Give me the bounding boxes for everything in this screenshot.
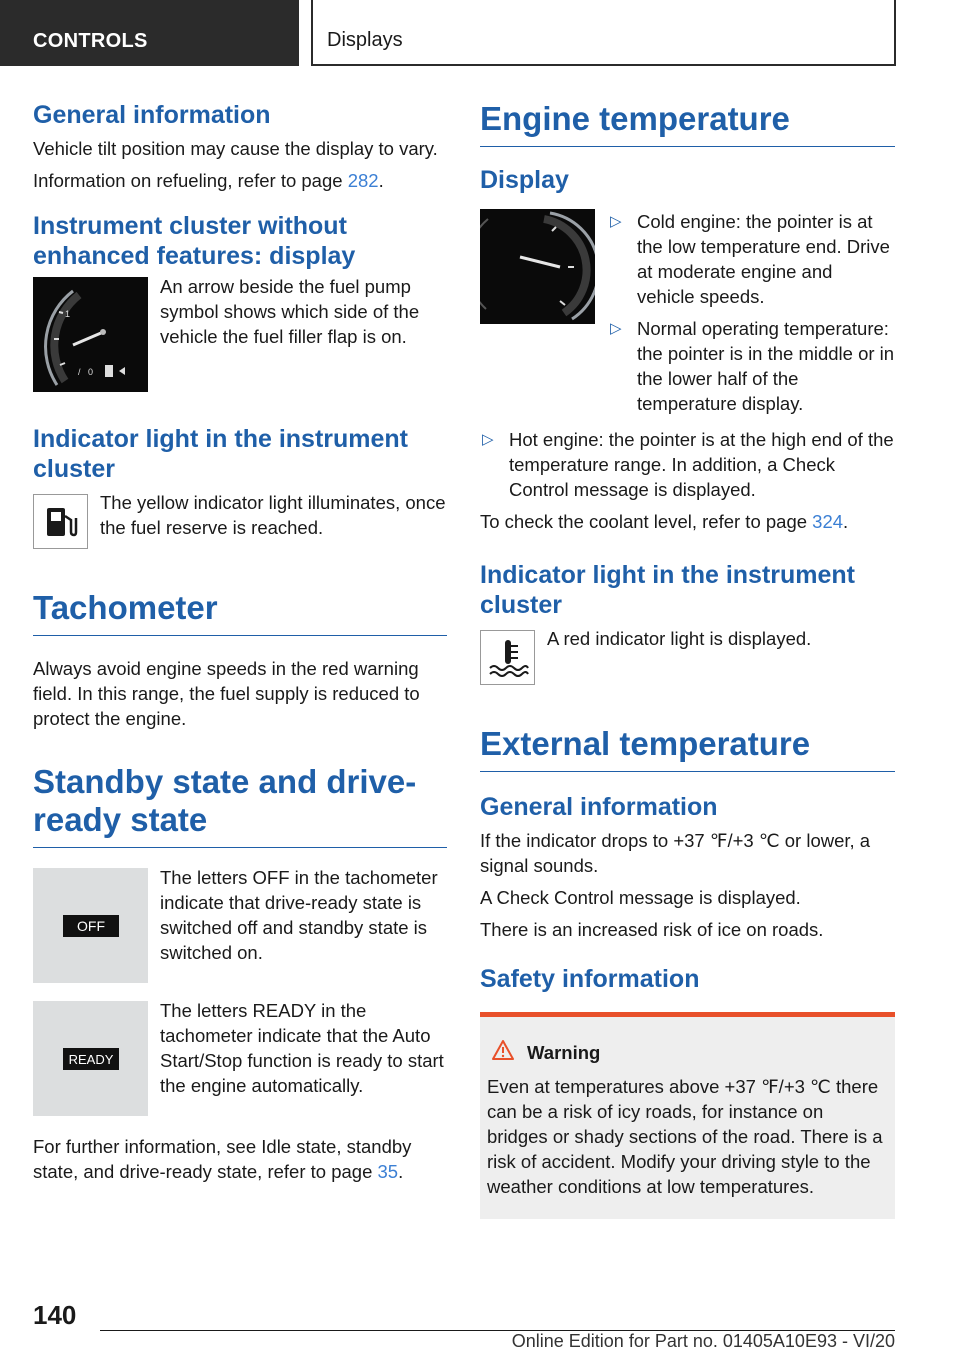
left-column <box>33 100 447 1191</box>
safety-heading: Safety information <box>480 965 700 993</box>
coolant-indicator-row <box>480 630 895 685</box>
coolant-paragraph: To check the coolant level, refer to page 324. <box>480 511 849 532</box>
warning-triangle-icon <box>491 1039 515 1066</box>
off-label: OFF <box>76 917 105 934</box>
fuel-pump-icon <box>33 494 88 549</box>
page-link-324[interactable]: 324 <box>812 511 844 532</box>
svg-text:/: / <box>78 367 81 377</box>
topic-tab: Displays <box>311 0 896 66</box>
svg-text:0: 0 <box>88 367 94 377</box>
triangle-bullet-icon: ▷ <box>482 431 494 448</box>
ext-general-heading: General information <box>480 793 718 821</box>
page-link-35[interactable]: 35 <box>377 1161 399 1182</box>
temp-figure-row <box>480 209 895 423</box>
cluster-text: An arrow beside the fuel pump symbol shows which side of the vehicle the fuel filler flap is on. <box>160 276 420 347</box>
ext-paragraph-1: If the indicator drops to +37 ℉/+3 ℃ or lower, a signal sounds. <box>480 830 871 876</box>
standby-heading: Standby state and drive-ready state <box>33 763 447 848</box>
warning-title: Warning <box>527 1041 601 1063</box>
coolant-temperature-icon <box>480 630 535 685</box>
warning-title-row <box>491 1039 887 1066</box>
ready-indicator-image <box>33 1001 148 1116</box>
indicator-heading-right: Indicator light in the instrument cluster <box>480 561 855 619</box>
triangle-bullet-icon: ▷ <box>610 320 622 337</box>
bullet-cold: ▷ Cold engine: the pointer is at the low temperature end. Drive at moderate engine and vehicle speeds. <box>610 211 890 307</box>
bullet-normal: ▷ Normal operating temperature: the pointer is in the middle or in the lower half of the temperature display. <box>610 318 895 414</box>
indicator-figure-row <box>33 494 447 549</box>
temp-bullets <box>480 427 895 502</box>
indicator-text-left: The yellow indicator light illuminates, once the fuel reserve is reached. <box>100 492 446 538</box>
engine-temp-heading: Engine temperature <box>480 100 895 147</box>
ext-paragraph-2: A Check Control message is displayed. <box>480 887 801 908</box>
edition-text: Online Edition for Part no. 01405A10E93 - VI/20 <box>511 1331 895 1351</box>
ready-text: The letters READY in the tachometer indicate that the Auto Start/Stop function is ready to start the engine automatically. <box>160 1000 444 1096</box>
cluster-figure-row <box>33 277 447 392</box>
tachometer-text: Always avoid engine speeds in the red warning field. In this range, the fuel supply is reduced to protect the engine. <box>33 658 420 729</box>
tachometer-heading: Tachometer <box>33 589 447 636</box>
ready-figure-row <box>33 1001 447 1116</box>
refuel-paragraph: Information on refueling, refer to page 282. <box>33 170 384 191</box>
ext-paragraph-3: There is an increased risk of ice on roads. <box>480 919 824 940</box>
bullet-hot: ▷ Hot engine: the pointer is at the high end of the temperature range. In addition, a Check Control message is displayed. <box>482 429 894 500</box>
external-temp-heading: External temperature <box>480 725 895 772</box>
ready-label: READY <box>68 1051 113 1067</box>
off-text: The letters OFF in the tachometer indicate that drive-ready state is switched off and standby state is switched on. <box>160 867 438 963</box>
indicator-text-right: A red indicator light is displayed. <box>547 628 812 649</box>
section-tab: CONTROLS <box>0 0 299 66</box>
page-header <box>0 0 960 66</box>
svg-text:1: 1 <box>65 309 71 319</box>
right-column <box>480 100 895 1219</box>
off-figure-row <box>33 868 447 983</box>
warning-box <box>480 1012 895 1219</box>
page-link-282[interactable]: 282 <box>347 170 379 191</box>
temperature-gauge-image <box>480 209 595 324</box>
display-heading: Display <box>480 166 569 194</box>
tilt-paragraph: Vehicle tilt position may cause the display to vary. <box>33 138 438 159</box>
cluster-heading: Instrument cluster without enhanced features: display <box>33 212 356 270</box>
indicator-heading-left: Indicator light in the instrument cluster <box>33 425 408 483</box>
general-info-heading: General information <box>33 101 271 129</box>
further-info-paragraph: For further information, see Idle state, standby state, and drive-ready state, refer to page 35. <box>33 1136 412 1182</box>
triangle-bullet-icon: ▷ <box>610 213 622 230</box>
off-indicator-image <box>33 868 148 983</box>
warning-text: Even at temperatures above +37 ℉/+3 ℃ there can be a risk of icy roads, for instance on bridges or shady sections of the road. There is a risk of accident. Modify your driving style to the weather conditions at low temperatures. <box>487 1076 883 1197</box>
page-number: 140 <box>33 1300 77 1330</box>
fuel-gauge-image <box>33 277 148 392</box>
temp-bullets-inline <box>608 209 895 423</box>
